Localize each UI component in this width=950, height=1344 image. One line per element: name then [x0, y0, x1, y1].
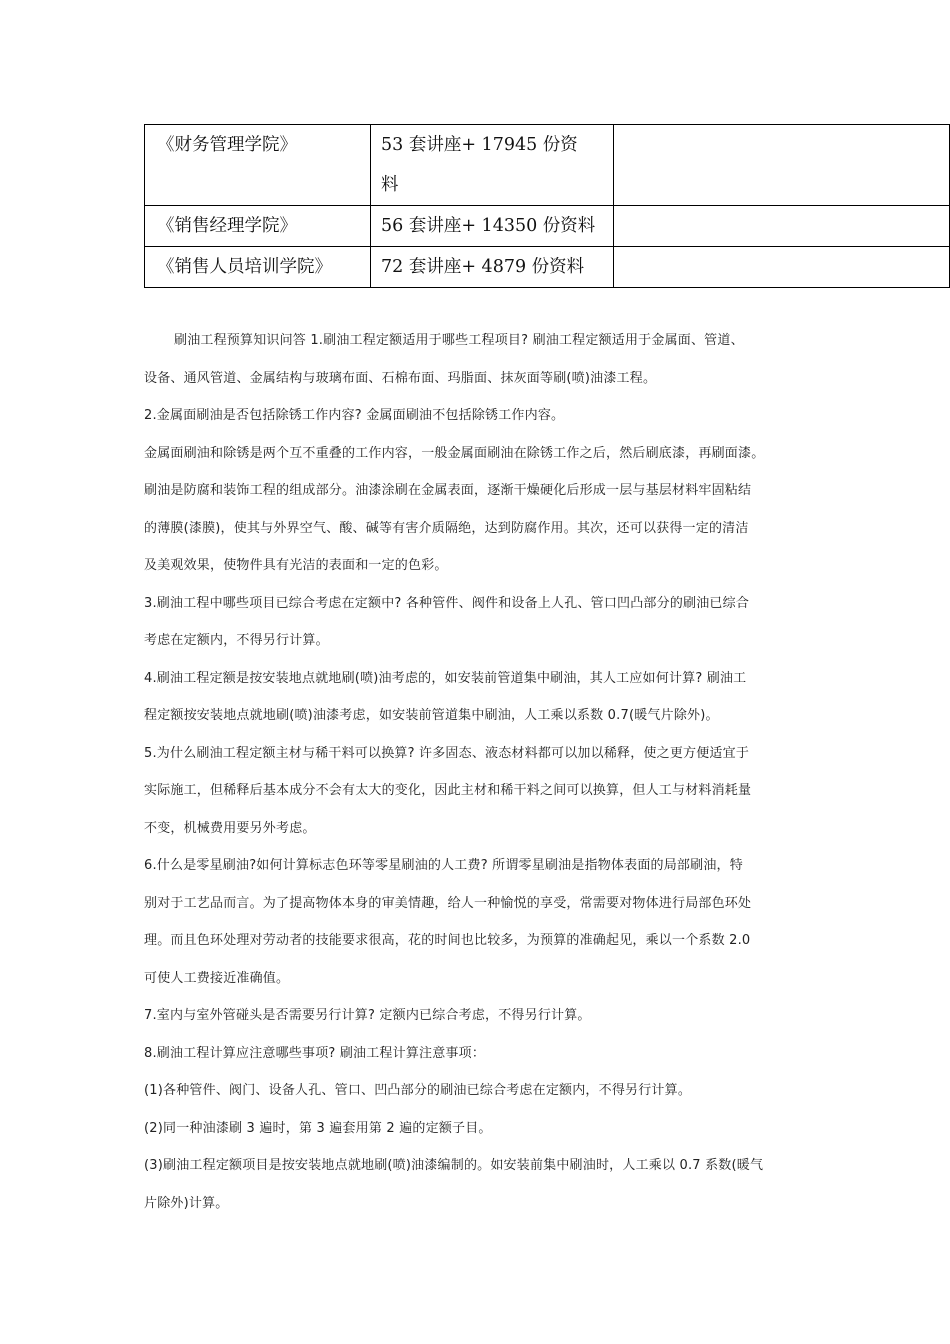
text-line: 5.为什么刷油工程定额主材与稀干料可以换算? 许多固态、液态材料都可以加以稀释，使之更方便适宜于	[144, 745, 750, 761]
text-line: 2.金属面刷油是否包括除锈工作内容? 金属面刷油不包括除锈工作内容。	[144, 408, 565, 423]
course-extra	[614, 247, 950, 288]
article-body	[144, 322, 816, 1222]
table-row	[145, 247, 950, 288]
course-detail: 72 套讲座+ 4879 份资料	[371, 247, 614, 288]
text-line: (1)各种管件、阀门、设备人孔、管口、凹凸部分的刷油已综合考虑在定额内，不得另行计算。	[144, 1083, 692, 1098]
text-line: (3)刷油工程定额项目是按安装地点就地刷(喷)油漆编制的。如安装前集中刷油时，人工乘以 0.7 系数(暖气	[144, 1158, 764, 1173]
text-line: 金属面刷油和除锈是两个互不重叠的工作内容，一般金属面刷油在除锈工作之后，然后刷底漆，再刷面漆。	[144, 445, 765, 461]
text-line: 设备、通风管道、金属结构与玻璃布面、石棉布面、玛脂面、抹灰面等刷(喷)油漆工程。	[144, 370, 657, 386]
course-detail-line1: 53 套讲座+ 17945 份资	[381, 135, 578, 155]
text-line: 不变，机械费用要另外考虑。	[144, 820, 316, 836]
text-line: 别对于工艺品而言。为了提高物体本身的审美情趣，给人一种愉悦的享受，常需要对物体进行局部色环处	[144, 895, 752, 911]
text-line: 刷油工程预算知识问答 1.刷油工程定额适用于哪些工程项目? 刷油工程定额适用于金属面、管道、	[174, 333, 744, 348]
course-extra	[614, 125, 950, 206]
text-line: (2)同一种油漆刷 3 遍时，第 3 遍套用第 2 遍的定额子目。	[144, 1120, 492, 1136]
text-line: 4.刷油工程定额是按安装地点就地刷(喷)油考虑的，如安装前管道集中刷油，其人工应如何计算? 刷油工	[144, 670, 747, 686]
table-row	[145, 125, 950, 206]
course-detail	[371, 125, 614, 206]
text-line: 3.刷油工程中哪些项目已综合考虑在定额中? 各种管件、阀件和设备上人孔、管口凹凸部分的刷油已综合	[144, 595, 750, 611]
course-extra	[614, 206, 950, 247]
course-name: 《财务管理学院》	[145, 125, 371, 206]
text-line: 理。而且色环处理对劳动者的技能要求很高，花的时间也比较多，为预算的准确起见，乘以一个系数 2.0	[144, 933, 751, 948]
text-line: 的薄膜(漆膜)，使其与外界空气、酸、碱等有害介质隔绝，达到防腐作用。其次，还可以获得一定的清洁	[144, 520, 749, 536]
course-name: 《销售经理学院》	[145, 206, 371, 247]
text-line: 及美观效果，使物件具有光洁的表面和一定的色彩。	[144, 558, 448, 573]
text-line: 8.刷油工程计算应注意哪些事项? 刷油工程计算注意事项：	[144, 1045, 486, 1061]
course-detail-line2: 料	[381, 175, 399, 195]
table-row	[145, 206, 950, 247]
text-line: 考虑在定额内，不得另行计算。	[144, 633, 329, 648]
text-line: 可使人工费接近准确值。	[144, 970, 290, 986]
course-table	[144, 124, 950, 288]
text-line: 程定额按安装地点就地刷(喷)油漆考虑，如安装前管道集中刷油，人工乘以系数 0.7(暖气片除外)。	[144, 708, 719, 723]
course-name: 《销售人员培训学院》	[145, 247, 371, 288]
course-detail: 56 套讲座+ 14350 份资料	[371, 206, 614, 247]
text-line: 6.什么是零星刷油?如何计算标志色环等零星刷油的人工费? 所谓零星刷油是指物体表面的局部刷油，特	[144, 858, 743, 873]
text-line: 实际施工，但稀释后基本成分不会有太大的变化，因此主材和稀干料之间可以换算，但人工与材料消耗量	[144, 783, 752, 798]
text-line: 7.室内与室外管碰头是否需要另行计算? 定额内已综合考虑，不得另行计算。	[144, 1008, 591, 1023]
text-line: 刷油是防腐和装饰工程的组成部分。油漆涂刷在金属表面，逐渐干燥硬化后形成一层与基层材料牢固粘结	[144, 483, 752, 498]
text-line: 片除外)计算。	[144, 1195, 229, 1211]
